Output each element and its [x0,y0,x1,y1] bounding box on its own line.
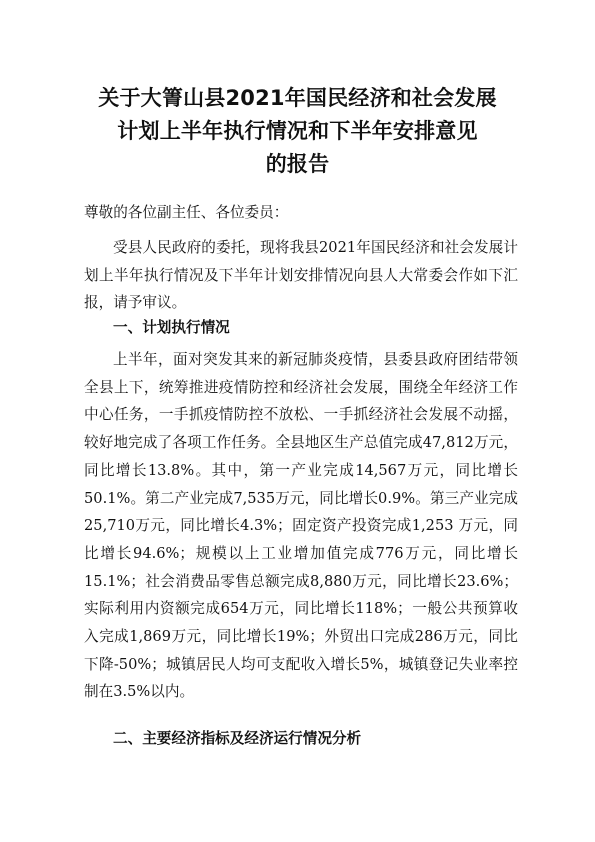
section-body-plan-execution: 上半年，面对突发其来的新冠肺炎疫情，县委县政府团结带领全县上下，统筹推进疫情防控和经济社会发展，围绕全年经济工作中心任务，一手抓疫情防控不放松、一手抓经济社会发展不动摇，较好地完成了各项工作任务。全县地区生产总值完成47,812万元，同比增长13.8%。其中，第一产业完成14,567万元，同比增长50.1%。第二产业完成7,535万元，同比增长0.9%。第三产业完成25,710万元，同比增长4.3%；固定资产投资完成1,253 万元，同比增长94.6%；规模以上工业增加值完成776万元，同比增长15.1%；社会消费品零售总额完成8,880万元，同比增长23.6%；实际利用内资额完成654万元，同比增长118%；一般公共预算收入完成1,869万元，同比增长19%；外贸出口完成286万元，同比下降-50%；城镇居民人均可支配收入增长5%，城镇登记失业率控制在3.5%以内。 [84,351,518,701]
section-heading-economic-analysis: 二、主要经济指标及经济运行情况分析 [113,730,362,747]
document-title-line-1: 关于大箐山县2021年国民经济和社会发展 [98,86,497,110]
document-title-line-2: 计划上半年执行情况和下半年安排意见 [117,119,478,143]
salutation: 尊敬的各位副主任、各位委员： [84,204,289,221]
intro-paragraph: 受县人民政府的委托，现将我县2021年国民经济和社会发展计划上半年执行情况及下半年计划安排情况向县人大常委会作如下汇报，请予审议。 [84,239,518,312]
document-title-line-3: 的报告 [265,152,330,176]
section-heading-plan-execution: 一、计划执行情况 [113,319,230,336]
